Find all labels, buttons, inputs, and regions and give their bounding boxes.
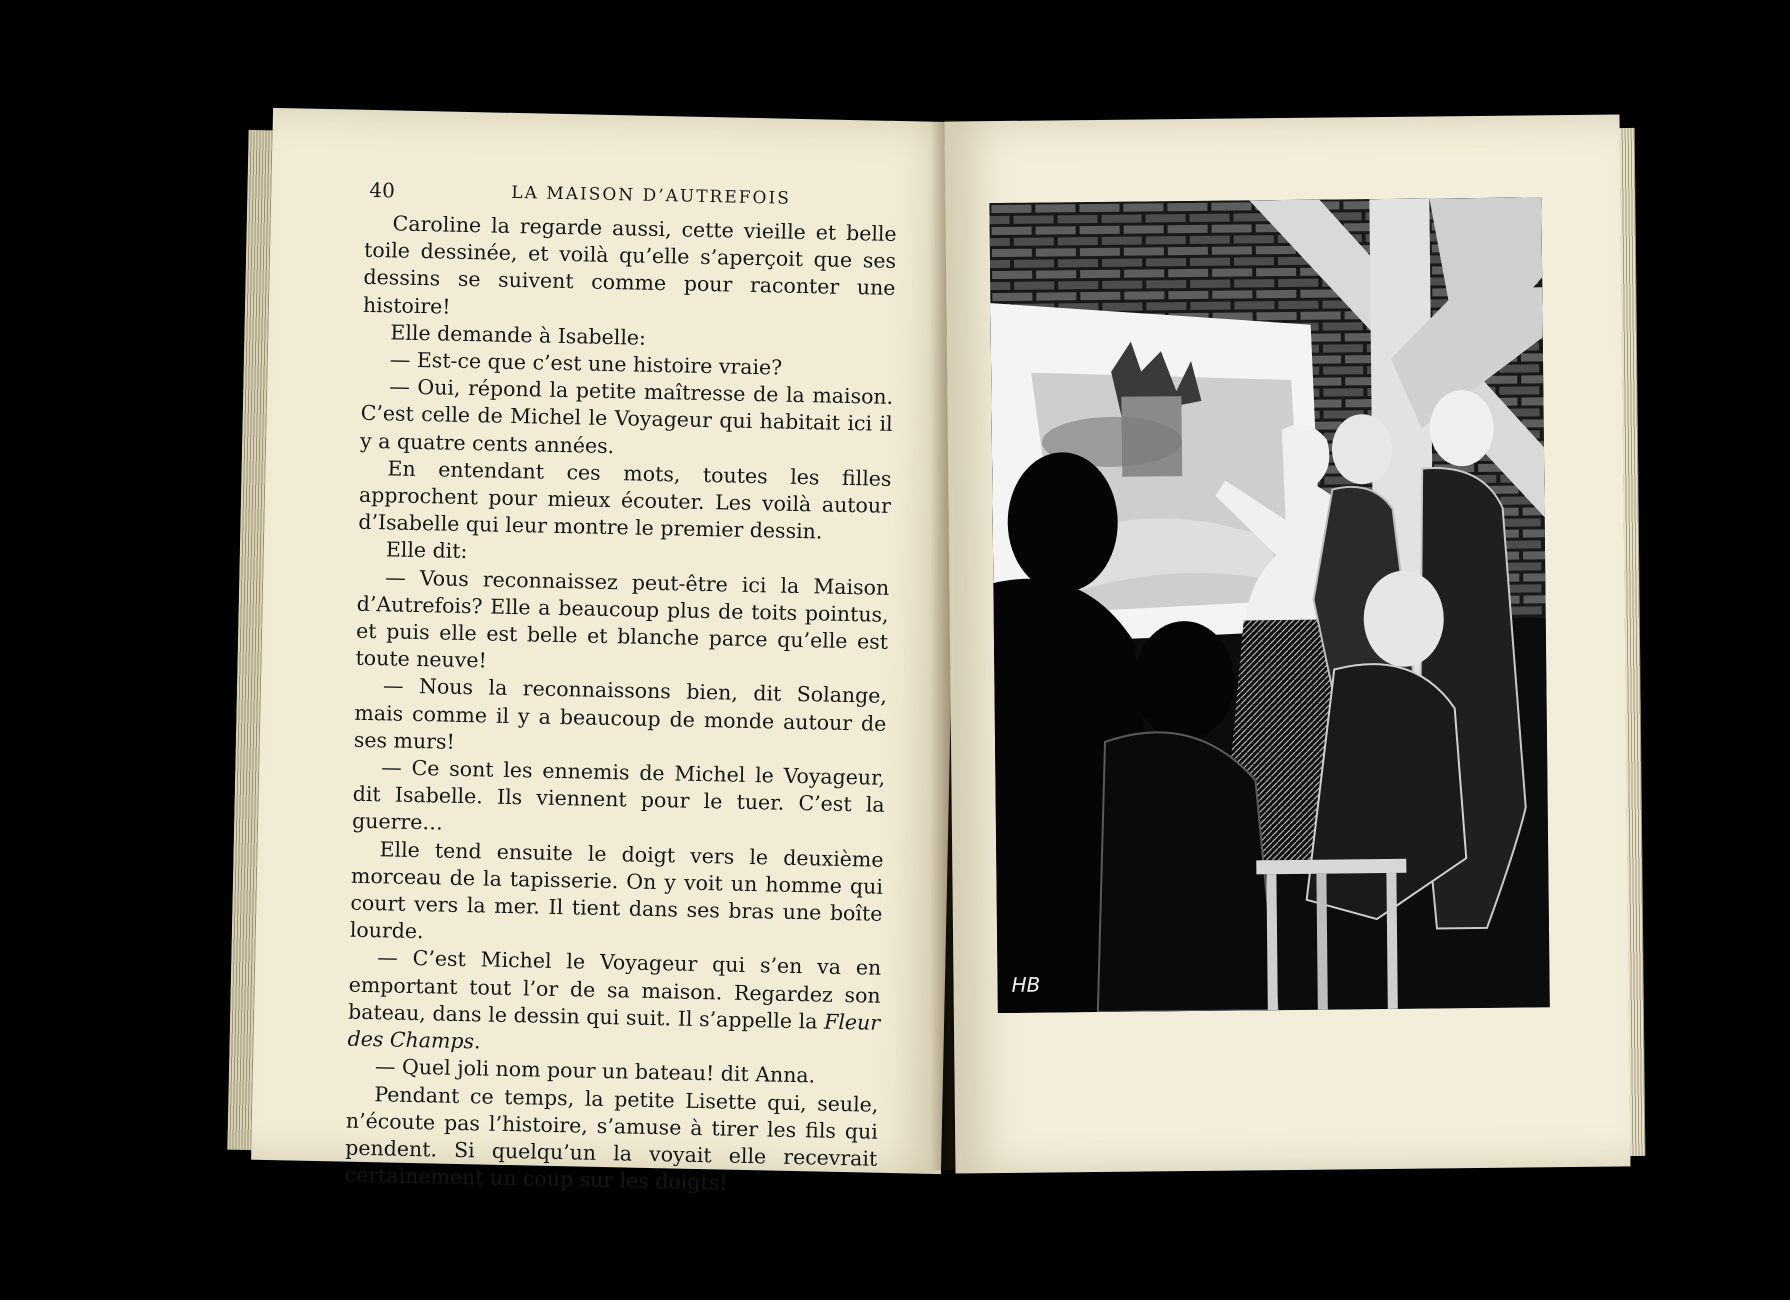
illustration-drawing: [989, 197, 1549, 1013]
left-page: [251, 108, 963, 1195]
paragraph: Elle demande à Isabelle:: [390, 320, 647, 350]
paragraph: — Oui, répond la petite maîtresse de la maison. C’est celle de Michel le Voyageur qui habitait ici il y a quatre cents années.: [359, 374, 894, 458]
engraving-illustration: [989, 197, 1549, 1013]
paragraph-text: .: [473, 1029, 481, 1054]
paragraph-text: — C’est Michel le Voyageur qui s’en va en emportant tout l’or de sa maison. Regardez son bateau, dans le dessin qui suit. Il s’appelle la: [347, 945, 882, 1034]
paragraph: — Nous la reconnaissons bien, dit Solange, mais comme il y a beaucoup de monde autour de ses murs!: [353, 673, 888, 754]
paragraph: En entendant ces mots, toutes les filles approchent pour mieux écouter. Les voilà autour d’Isabelle qui leur montre le premier dessin.: [358, 456, 892, 544]
paragraph-boat: [347, 944, 881, 1064]
right-page: [945, 114, 1631, 1173]
paragraph: Elle dit:: [385, 537, 468, 564]
paragraph: Pendant ce temps, la petite Lisette qui, seule, n’écoute pas l’histoire, s’amuse à tirer les fils qui pendent. Si quelqu’un la voyait elle recevrait certainement un coup sur les doigts!: [344, 1081, 879, 1195]
illustrator-signature: HB: [1011, 972, 1041, 997]
paragraph: — Est-ce que c’est une histoire vraie?: [389, 347, 783, 380]
paragraph: — Quel joli nom pour un bateau! dit Anna.: [374, 1054, 816, 1088]
boat-name: Fleur des Champs: [347, 1009, 881, 1054]
paragraph: Elle tend ensuite le doigt vers le deuxième morceau de la tapisserie. On y voit un homme qui court vers la mer. Il tient dans ses bras une boîte lourde.: [349, 836, 884, 944]
paragraph: Caroline la regarde aussi, cette vieille et belle toile dessinée, et voilà qu’elle s’aperçoit que ses dessins se suivent comme pour raconter une histoire!: [362, 211, 897, 319]
paragraph: — Vous reconnaissez peut-être ici la Maison d’Autrefois? Elle a beaucoup plus de toits pointus, et puis elle est belle et blanche parce qu’elle est toute neuve!: [355, 564, 890, 673]
paragraph: — Ce sont les ennemis de Michel le Voyageur, dit Isabelle. Ils viennent pour le tuer. C’est la guerre…: [351, 755, 886, 836]
body-text: [344, 210, 896, 1200]
page-number: 40: [369, 177, 396, 203]
running-title: LA MAISON D’AUTREFOIS: [511, 182, 792, 209]
